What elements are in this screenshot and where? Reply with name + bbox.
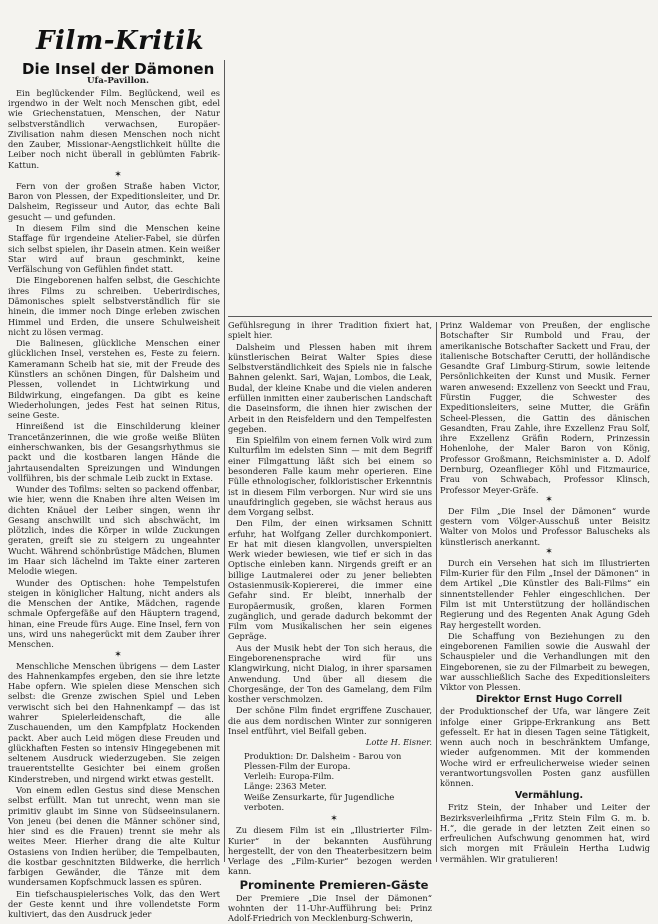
paragraph: Wunder des Tofilms: selten so packend offenbar, wie hier, wenn die Knaben ihre alten Weisen im dichten Knäuel der Leiber singen, wenn ihr Gesang anschwillt und sich abschwächt, im plötzlich, indes die Körper in wilde Zuckungen geraten, greift sie zu steigern zu ungeahnter Wucht. Während schönbrüstige Mädchen, Blumen im Haar sich lächelnd im Takte einer zarteren Melodie wiegen.	[8, 484, 220, 577]
paragraph: Ein tiefschauspielerisches Volk, das den Wert der Geste kennt und ihre vollendetste Form kultiviert, das den Ausdruck jeder	[8, 888, 220, 920]
paragraph: Der schöne Film findet ergriffene Zuschauer, die aus dem nordischen Winter zur sonnigeren Insel entführt, viel Beifall geben.	[228, 705, 432, 736]
credit-line: Produktion: Dr. Dalsheim - Barou von Plessen-Film der Europa.	[244, 750, 402, 771]
paragraph: Die Schaffung von Beziehungen zu den eingeborenen Familien sowie die Auswahl der Schauspieler und die Verhandlungen mit den Eingeborenen, sie zu der Filmarbeit zu bewegen, war ausschließlich Sache des Expeditionsleiters Viktor von Plessen.	[440, 630, 650, 693]
column-rule	[436, 322, 437, 862]
venue-line: Ufa-Pavillon.	[87, 76, 149, 86]
paragraph: Dalsheim und Plessen haben mit ihrem künstlerischen Beirat Walter Spies diese Selbstverständlichkeit des Spiels nie in falsche Bahnen gelenkt. Sari, Wajan, Lombos, die Leak, Budal, der kleine Knabe und die vielen anderen erfüllen inmitten einer zauberischen Landschaft die Daseinsform, die ihnen hier zwischen der Arbeit in den Reisfeldern und den Tempelfesten gegeben.	[228, 341, 432, 434]
wedding-heading: Vermählung.	[514, 789, 584, 801]
credit-line: Weiße Zensurkarte, für Jugendliche verboten.	[244, 791, 395, 812]
paragraph: Den Film, der einen wirksamen Schnitt erfuhr, hat Wolfgang Zeller durchkomponiert. Er hat mit diesen klangvollen, unverspielten Werk wieder bewiesen, wie tief er sich in das Optische einleben kann. Nirgends greift er an billige Lautmalerei oder zu jener beliebten Ostasienmusik-Kopiererei, die immer eine Gefahr sind. Er bleibt, innerhalb der Europäermusik, großen, klaren Formen zugänglich, und gerade dadurch bekommt der Film vom Musikalischen her sein eigenes Gepräge.	[228, 518, 432, 642]
paragraph: Der Premiere „Die Insel der Dämonen“ wohnten der 11-Uhr-Aufführung bei: Prinz Adolf-Friedrich von Mecklenburg-Schwerin,	[228, 892, 432, 924]
paragraph: Die Eingeborenen halfen selbst, die Geschichte ihres Films zu schreiben. Ueberirdisches, Dämonisches spielt selbstverständlich für sie hinein, die immer noch Dinge erleben zwischen Himmel und Erden, die unsere Schulweisheit nicht zu lösen vermag.	[8, 275, 220, 337]
credit-line: Länge: 2363 Meter.	[244, 781, 327, 792]
article-headline: Die Insel der Dämonen	[22, 60, 215, 78]
paragraph: Fern von der großen Straße haben Victor, Baron von Plessen, der Expeditionsleiter, und Dr. Dalsheim, Regisseur und Autor, das echte Bali gesucht — und gefunden.	[8, 180, 220, 222]
notice-paragraph: Zu diesem Film ist ein „Illustrierter Film-Kurier“ in der bekannten Ausführung hergestellt, der von den Theaterbesitzern beim Verlage des „Film-Kurier“ bezogen werden kann.	[228, 825, 432, 877]
paragraph: Fritz Stein, der Inhaber und Leiter der Bezirksverleihfirma „Fritz Stein Film G. m. b. H.“, die gerade in der letzten Zeit einen so erfreulichen Aufschwung genommen hat, wird sich morgen mit Fräulein Hertha Ludwig vermählen. Wir gratulieren!	[440, 802, 650, 864]
paragraph: Der Film „Die Insel der Dämonen“ wurde gestern vom Völger-Ausschuß unter Beisitz Walter von Molos und Professor Baluscheks als künstlerisch anerkannt.	[440, 505, 650, 547]
paragraph: Gefühlsregung in ihrer Tradition fixiert hat, spielt hier.	[228, 320, 432, 341]
author-signature: Lotte H. Eisner.	[365, 737, 432, 748]
section-title: Film-Kritik	[36, 26, 205, 56]
top-rule	[228, 316, 652, 317]
premiere-heading: Prominente Premieren-Gäste	[239, 877, 429, 892]
star-divider: ✶	[114, 169, 122, 180]
column-3	[440, 320, 650, 862]
paragraph: In diesem Film sind die Menschen keine Staffage für irgendeine Atelier-Fabel, sie dürfen sich selbst spielen, ihr Dasein atmen. Kein weißer Star wird auf braun geschminkt, keine Verfälschung von Gefühlen findet statt.	[8, 223, 220, 275]
star-divider: ✶	[545, 546, 553, 557]
paragraph: Ein beglückender Film. Beglückend, weil es irgendwo in der Welt noch Menschen gibt, edel wie Griechenstatuen, Menschen, der Natur selbstverständlich verwachsen, Europäer-Zivilisation nahm diesen Menschen noch nicht den Zauber, Missionar-Aengstlichkeit hüllte die Leiber noch nicht überall in geblümten Fabrik-Kattun.	[8, 87, 220, 170]
column-rule	[224, 60, 225, 862]
column-2	[228, 320, 432, 924]
paragraph: Durch ein Versehen hat sich im Illustrierten Film-Kurier für den Film „Insel der Dämonen“ in dem Artikel „Die Künstler des Bali-Films“ ein sinnentstellender Fehler eingeschlichen. Der Film ist mit Unterstützung der holländischen Regierung und des Regenten Anak Agung Gdeh Ray hergestellt worden.	[440, 557, 650, 630]
paragraph: Von einem edlen Gestus sind diese Menschen selbst erfüllt. Man tut unrecht, wenn man sie primitiv glaubt im Sinne von Südseeinsulanern. Von jeneu (bei denen die Männer schöner sind, hier sind es die Frauen) trennt sie mehr als weites Meer. Hierher drang die alte Kultur Ostasiens von Indien herüber, die Tempelbauten, die kostbar geschnitzten Bildwerke, die herrlich farbigen Gewänder, die Tänze mit dem wundersamen Kopfschmuck lassen es spüren.	[8, 784, 220, 888]
paragraph: Wunder des Optischen: hohe Tempelstufen steigen in königlicher Haltung, nicht anders als die Menschen der Antike, Mädchen, ragende schmale Opfergefäße auf den Häuptern tragend, hinan, eine Freude fürs Auge. Eine Insel, fern von uns, wird uns nahegerückt mit dem Zauber ihrer Menschen.	[8, 577, 220, 650]
star-divider: ✶	[545, 494, 553, 505]
paragraph: Ein Spielfilm von einem fernen Volk wird zum Kulturfilm im edelsten Sinn — mit dem Begriff einer Filmgattung läßt sich bei einem so besonderen Falle kaum mehr operieren. Eine Fülle ethnologischer, folkloristischer Erkenntnis ist in diesem Film verborgen. Nur wird sie uns unaufdringlich gegeben, sie wächst heraus aus dem Vorgang selbst.	[228, 435, 432, 518]
paragraph: der Produktionschef der Ufa, war längere Zeit infolge einer Grippe-Erkrankung ans Bett gefesselt. Er hat in diesen Tagen seine Tätigkeit, wenn auch noch in beschränktem Umfange, wieder aufgenommen. Mit der kommenden Woche wird er erfreulicherweise wieder seinen verantwortungsvollen Posten ganz ausfüllen können.	[440, 706, 650, 789]
paragraph: Die Balinesen, glückliche Menschen einer glücklichen Insel, verstehen es, Feste zu feiern. Kameramann Scheib hat sie, mit der Freude des Künstlers an schönen Dingen, für Dalsheim und Plessen, vollendet in Lichtwirkung und Bildwirkung, eingefangen. Da gibt es keine Wiederholungen, jedes Fest hat seinen Ritus, seine Geste.	[8, 338, 220, 421]
paragraph: Menschliche Menschen übrigens — dem Laster des Hahnenkampfes ergeben, den sie ihre letzte Habe opfern. Wie spielen diese Menschen sich selbst: die Grenze zwischen Spiel und Leben verwischt sich bei den Hahnenkampf — das ist wahrer Spielerleidenschaft, die alle Zuschauenden, um den Kampfplatz Hockenden packt. Aber auch Leid mögen diese Freuden und glückhaften Festen so intensiv Hingegebenen mit seltenem Ausdruck wiederzugeben. Sie zeigen trauerentstellte Gesichter bei einem großen Kinderstreben, und nirgend wirkt etwas gestellt.	[8, 660, 220, 784]
film-credits	[244, 751, 432, 813]
paragraph: Aus der Musik hebt der Ton sich heraus, die Eingeborenensprache wird für uns Klangwirkung, nicht Dialog, in ihrer sparsamen Anwendung. Und über all diesem die Chorgesänge, der Ton des Gamelang, dem Film kosther verschmolzen.	[228, 642, 432, 705]
credit-line: Verleih: Europa-Film.	[244, 771, 335, 782]
paragraph: Prinz Waldemar von Preußen, der englische Botschafter Sir Rumbold und Frau, der amerikanische Botschafter Sackett und Frau, der italienische Botschafter Cerutti, der holländische Gesandte Graf Limburg-Stirum, sowie leitende Persönlichkeiten der Kunst und Musik. Ferner waren anwesend: Exzellenz von Seeckt und Frau, Fürstin Fugger, die Schwester des Expeditionsleiters, seine Mutter, die Gräfin Scheel-Plessen, die Gattin des dänischen Gesandten, Frau Zahle, ihre Exzellenz Frau Solf, ihre Exzellenz Gräfin Rodern, Prinzessin Hohenlohe, der Maler Baron von König, Professor Großmann, Reichsminister a. D. Adolf Dernburg, Ozeanflieger Köhl und Fitzmaurice, Frau von Schwabach, Professor Klinsch, Professor Meyer-Gräfe.	[440, 320, 650, 495]
column-1	[8, 66, 220, 920]
star-divider: ✶	[114, 649, 122, 660]
correll-heading: Direktor Ernst Hugo Correll	[475, 693, 623, 705]
star-divider: ✶	[330, 814, 338, 825]
paragraph: Hinreißend ist die Einschilderung kleiner Trancetänzerinnen, die wie große weiße Blüten einherschwanken, bis der Gesangsrhythmus sie packt und die kostbaren langen Hände die jahrtausendalten Spreizungen und Windungen vollführen, bis der schmale Leib zuckt in Extase.	[8, 421, 220, 483]
